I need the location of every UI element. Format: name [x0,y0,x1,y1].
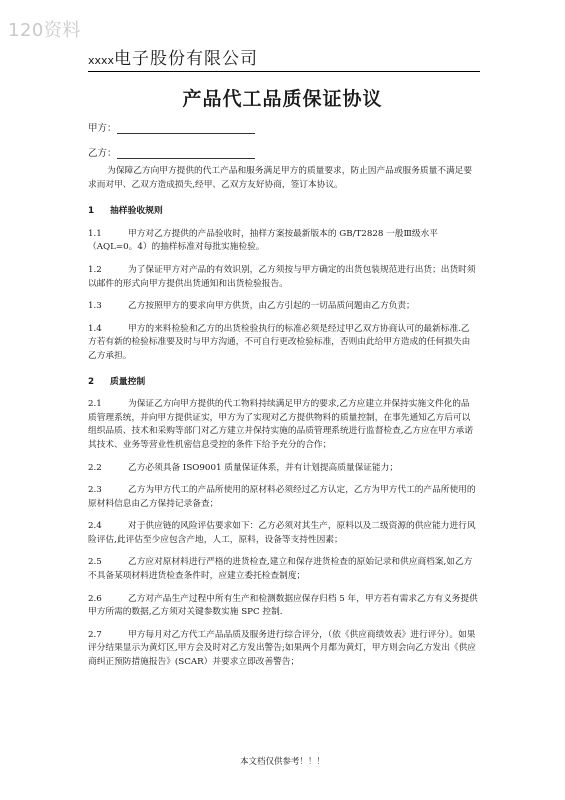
party-a-blank [117,123,255,134]
clause-text: 乙方对产品生产过程中所有生产和检测数据应保存归档 5 年，甲方若有需求乙方有义务提供甲方所需的数据,乙方须对关键参数实施 SPC 控制. [88,593,478,618]
clause-number: 1.3 [88,301,102,312]
clause [88,520,478,547]
company-prefix: xxxx [88,54,115,67]
section-number: 1 [88,206,95,217]
clause-text: 乙方按照甲方的要求向甲方供货，由乙方引起的一切品质问题由乙方负责； [128,301,415,312]
clause-text: 乙方必须具备 ISO9001 质量保证体系，并有计划提高质量保证能力； [128,462,399,473]
clause [88,398,478,452]
party-b-row [88,145,255,159]
clause [88,264,478,291]
section-title: 质量控制 [110,376,146,387]
clause-text: 乙方为甲方代工的产品所使用的原材料必须经过乙方认定，乙方为甲方代工的产品所使用的原材料信息由乙方保持记录备查； [88,485,476,509]
clause-number: 2.6 [88,593,102,604]
clause-text: 甲方对乙方提供的产品验收时，抽样方案按最新版本的 GB/T2828 一般Ⅲ级水平（AQL=0。4）的抽样标准对每批实施检验。 [88,228,438,253]
clause [88,462,478,476]
section-heading [88,376,478,390]
clause-number: 2.7 [88,629,102,640]
clause [88,484,478,511]
document-title: 产品代工品质保证协议 [182,88,383,110]
clause-number: 2.1 [88,399,102,410]
section-heading [88,205,478,219]
clause-number: 1.4 [88,323,102,334]
clause [88,556,478,583]
section-number: 2 [88,376,95,387]
clause-number: 1.1 [88,228,102,239]
clause-number: 1.2 [88,264,102,275]
clause-number: 2.3 [88,485,102,496]
document-body [88,165,478,670]
clause [88,593,478,620]
clause-text: 甲方的来料检验和乙方的出货检验执行的标准必须是经过甲乙双方协商认可的最新标准.乙方若有新的检验标准要及时与甲方沟通，不可自行更改检验标准，否则由此给甲方造成的任何损失由乙方承担。 [88,323,471,361]
clause-number: 2.4 [88,521,102,532]
clause-number: 2.2 [88,462,102,473]
clause-number: 2.5 [88,557,102,568]
clause-text: 为了保证甲方对产品的有效识别，乙方须按与甲方确定的出货包装规范进行出货；出货时须以邮件的形式向甲方提供出货通知和出货检验报告。 [88,264,476,289]
document-header [88,44,480,72]
party-a-row [88,120,255,134]
page-footer: 本文档仅供参考！！！ [239,757,325,767]
party-a-label: 甲方： [88,123,117,134]
intro-paragraph: 为保障乙方向甲方提供的代工产品和服务满足甲方的质量要求，防止因产品或服务质量不满足要求而对甲、乙双方造成损失,经甲、乙双方友好协商，签订本协议。 [88,166,472,190]
section-title: 抽样验收规则 [110,206,163,217]
clause-text: 对于供应链的风险评估要求如下：乙方必须对其生产，原料以及二级资源的供应能力进行风险评估,此评估至少应包含产地，人工，原料，设备等支持性因素； [88,521,476,545]
party-b-blank [117,148,255,159]
clause [88,629,478,670]
clause-text: 甲方每月对乙方代工产品品质及服务进行综合评分，（依《供应商绩效表》进行评分）。如果评分结果显示为黄灯区,甲方会及时对乙方发出警告;如果两个月都为黄灯，甲方则会向乙方发出《供应商纠正预防措施报告》(SCAR）并要求立即改善警告； [88,629,476,668]
clause [88,228,478,255]
company-name: 电子股份有限公司 [114,49,259,69]
party-b-label: 乙方： [88,148,117,159]
watermark: 120资料 [8,20,81,41]
clause [88,323,478,364]
clause [88,300,478,314]
clause-text: 乙方应对原材料进行严格的进货检查,建立和保存进货检查的原始记录和供应商档案,如乙方不具备某项材料进货检查条件时，应建立委托检查制度； [88,557,473,582]
clause-text: 为保证乙方向甲方提供的代工物料持续满足甲方的要求,乙方应建立并保持实施文件化的品质管理系统，并向甲方提供证实，甲方为了实现对乙方提供物料的质量控制，在事先通知乙方后可以组织品质、技术和采购等部门对乙方建立并保持实施的品质管理系统进行监督检查,乙方应在甲方承诺其技术、业务等营业性机密信息受控的条件下给予充分的合作； [88,399,474,450]
